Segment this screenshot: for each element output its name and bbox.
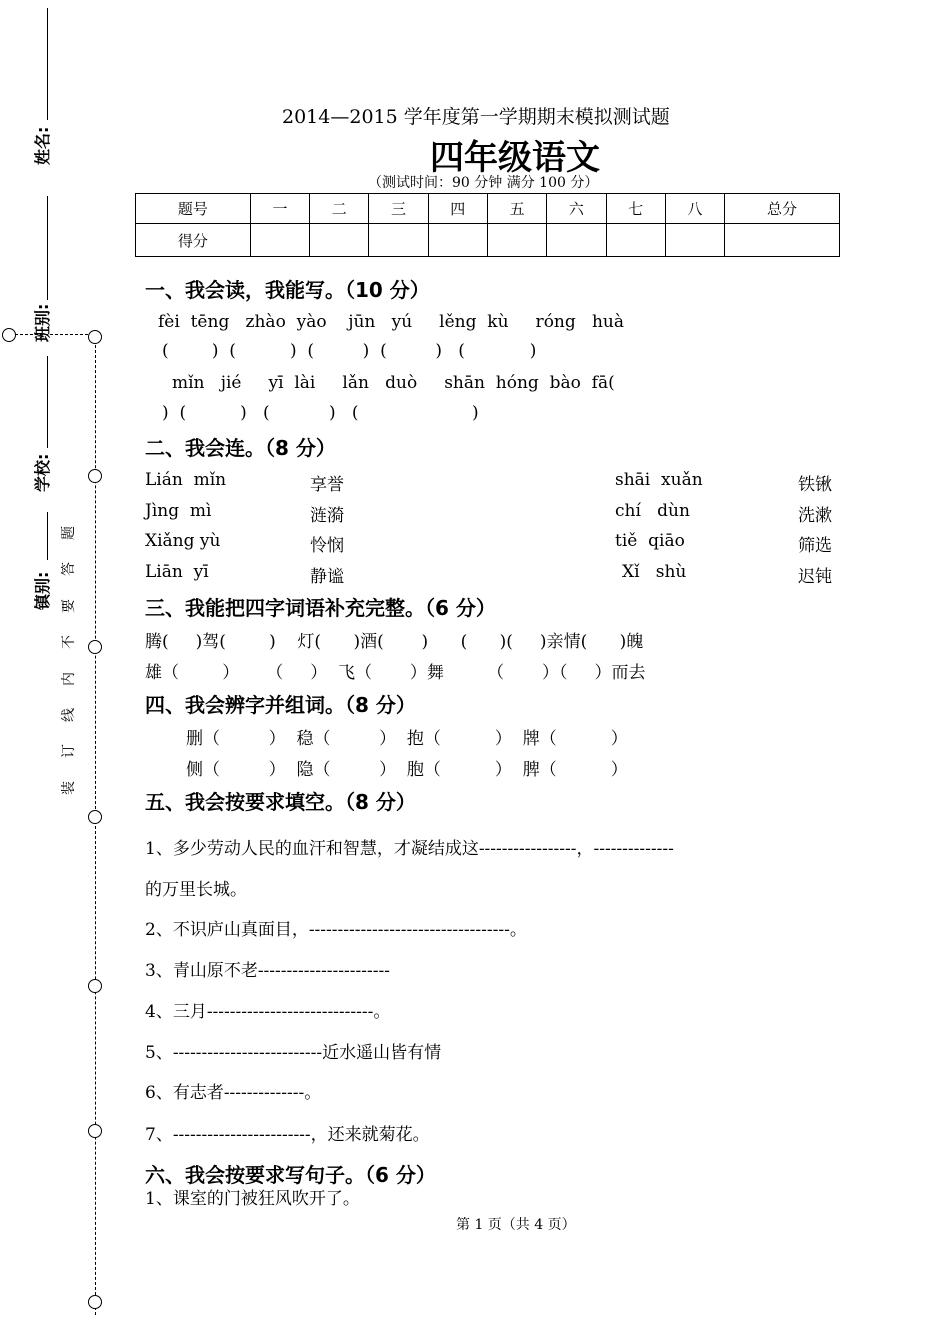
match-word-right: 铁锹 (798, 475, 832, 495)
score-header-cell: 二 (310, 194, 369, 224)
fill-blank-item[interactable]: 5、--------------------------近水遥山皆有情 (145, 1043, 442, 1063)
match-word-right: 洗漱 (798, 506, 832, 526)
score-cell[interactable] (428, 224, 487, 257)
score-header-cell: 五 (487, 194, 546, 224)
page-number: 第 1 页（共 4 页） (456, 1217, 576, 1233)
score-cell[interactable] (250, 224, 309, 257)
score-cell[interactable] (487, 224, 546, 257)
fill-blank-item[interactable]: 7、------------------------，还来就菊花。 (145, 1125, 430, 1145)
binding-notice-char: 订 (61, 744, 77, 758)
subject-title: 四年级语文 (430, 138, 600, 178)
fill-blank-item[interactable]: 4、三月-----------------------------。 (145, 1002, 391, 1022)
section-4-title: 四、我会辨字并组词。（8 分） (145, 693, 416, 717)
binding-notice-char: 题 (61, 526, 77, 540)
binding-notice-char: 内 (61, 672, 77, 686)
town-label: 镇别: (33, 571, 52, 610)
idiom-line[interactable]: 雄（ ） （ ） 飞（ ）舞 （ ）（ ）而去 (145, 663, 646, 683)
score-cell[interactable] (369, 224, 428, 257)
fill-blank-item: 的万里长城。 (145, 880, 247, 900)
class-label: 班别: (33, 303, 52, 342)
binding-notice-char: 答 (61, 562, 77, 576)
score-table-score-row (136, 224, 840, 257)
match-pinyin-left: Lián mǐn (145, 470, 227, 490)
score-cell[interactable] (310, 224, 369, 257)
score-table (135, 193, 840, 257)
score-cell[interactable] (665, 224, 724, 257)
score-header-cell: 三 (369, 194, 428, 224)
sentence-item: 1、课室的门被狂风吹开了。 (145, 1189, 360, 1209)
score-header-cell: 题号 (136, 194, 251, 224)
fill-blank-item[interactable]: 6、有志者--------------。 (145, 1083, 322, 1103)
score-header-cell: 四 (428, 194, 487, 224)
answer-brackets[interactable]: ( ) ( ) ( ) ( ) ( ) (162, 341, 537, 361)
word-group-line[interactable]: 删（ ） 稳（ ） 抱（ ） 牌（ ） (186, 729, 628, 749)
binding-hole-left (2, 328, 16, 342)
match-pinyin-left: Liān yī (145, 562, 209, 582)
binding-hole (88, 640, 102, 654)
binding-hole (88, 810, 102, 824)
section-2-title: 二、我会连。（8 分） (145, 436, 336, 460)
score-header-cell: 六 (547, 194, 606, 224)
fill-blank-item[interactable]: 2、不识庐山真面目，-----------------------------------。 (145, 920, 527, 940)
binding-hole (88, 330, 102, 344)
score-header-cell: 七 (606, 194, 665, 224)
town-underline (47, 512, 48, 560)
match-pinyin-right: Xǐ shù (622, 562, 687, 582)
binding-connector (15, 334, 88, 335)
binding-notice-char: 装 (61, 781, 77, 795)
exam-info: （测试时间：90 分钟 满分 100 分） (368, 175, 599, 191)
score-cell[interactable] (606, 224, 665, 257)
section-3-title: 三、我能把四字词语补充完整。（6 分） (145, 596, 496, 620)
match-pinyin-left: Jìng mì (145, 501, 212, 521)
fill-blank-item[interactable]: 1、多少劳动人民的血汗和智慧，才凝结成这-----------------，-------------- (145, 839, 674, 859)
score-cell[interactable] (725, 224, 840, 257)
match-pinyin-right: chí dùn (615, 501, 690, 521)
match-pinyin-right: tiě qiāo (615, 531, 685, 551)
match-word-left: 怜悯 (310, 536, 344, 556)
match-word-left: 静谧 (310, 567, 344, 587)
binding-notice-char: 不 (61, 635, 77, 649)
binding-notice-char: 线 (61, 708, 77, 722)
match-pinyin-right: shāi xuǎn (615, 470, 703, 490)
binding-hole (88, 1295, 102, 1309)
school-underline (47, 356, 48, 448)
pinyin-line: mǐn jié yī lài lǎn duò shān hóng bào fā( (172, 373, 615, 393)
match-pinyin-left: Xiǎng yù (145, 531, 221, 551)
score-cell[interactable] (547, 224, 606, 257)
section-1-title: 一、我会读，我能写。（10 分） (145, 278, 430, 302)
name-label: 姓名: (33, 126, 52, 165)
binding-hole (88, 469, 102, 483)
match-word-right: 筛选 (798, 536, 832, 556)
score-header-cell: 八 (665, 194, 724, 224)
exam-title: 2014—2015 学年度第一学期期末模拟测试题 (282, 106, 670, 128)
score-table-header-row (136, 194, 840, 224)
pinyin-line: fèi tēng zhào yào jūn yú lěng kù róng huà (158, 312, 624, 332)
score-header-cell: 一 (250, 194, 309, 224)
match-word-right: 迟钝 (798, 567, 832, 587)
fill-blank-item[interactable]: 3、青山原不老----------------------- (145, 961, 390, 981)
score-header-cell: 总分 (725, 194, 840, 224)
binding-hole (88, 1124, 102, 1138)
idiom-line[interactable]: 腾( )驾( ) 灯( )酒( ) ( )( )亲情( )魄 (145, 632, 644, 652)
match-word-left: 涟漪 (310, 506, 344, 526)
score-row-label: 得分 (136, 224, 251, 257)
binding-hole (88, 979, 102, 993)
name-underline (47, 8, 48, 120)
school-label: 学校: (33, 453, 52, 492)
match-word-left: 享誉 (310, 475, 344, 495)
section-6-title: 六、我会按要求写句子。（6 分） (145, 1163, 436, 1187)
class-underline (47, 196, 48, 300)
binding-notice-char: 要 (61, 599, 77, 613)
word-group-line[interactable]: 侧（ ） 隐（ ） 胞（ ） 脾（ ） (186, 760, 628, 780)
answer-brackets[interactable]: ) ( ) ( ) ( ) (162, 403, 479, 423)
section-5-title: 五、我会按要求填空。（8 分） (145, 790, 416, 814)
